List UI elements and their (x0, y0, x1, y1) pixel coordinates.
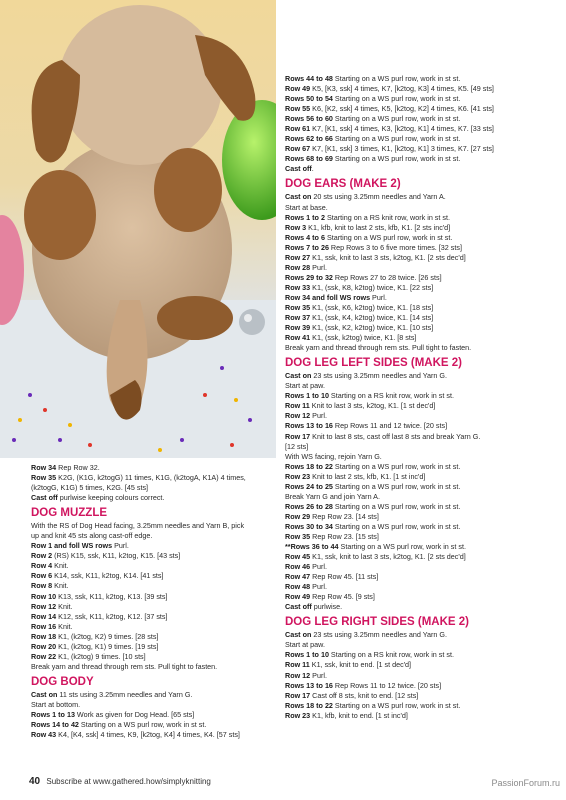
instruction-line (31, 632, 271, 642)
instruction-line (285, 303, 551, 313)
row-text: up and knit 45 sts along cast-off edge. (31, 531, 153, 541)
page-number: 40 (29, 776, 41, 787)
subscribe-link[interactable]: Subscribe at www.gathered.how/simplyknitting (46, 777, 211, 786)
instruction-line (285, 84, 551, 94)
row-text: 11 sts using 3.25mm needles and Yarn G. (57, 689, 193, 699)
row-text: [12 sts] (285, 441, 309, 451)
row-label: Rows 26 to 28 (285, 501, 333, 511)
row-label: Row 47 (285, 572, 311, 582)
instruction-line (285, 253, 551, 263)
row-text: With WS facing, rejoin Yarn G. (285, 451, 382, 461)
row-label: Row 1 and foll WS rows (31, 541, 113, 551)
instruction-line (285, 371, 551, 381)
row-label: Rows 68 to 69 (285, 154, 333, 164)
row-text: Rep Row 45. [11 sts] (310, 572, 379, 582)
row-text: Work as given for Dog Head. [65 sts] (74, 709, 195, 719)
instruction-line (31, 720, 271, 730)
row-label: Cast on (285, 630, 312, 640)
row-label: Row 16 (31, 621, 57, 631)
instruction-line (285, 602, 551, 612)
row-label: Row 55 (285, 104, 311, 114)
knitted-dog-photo (0, 0, 276, 458)
instruction-line (285, 671, 551, 681)
row-text: Purl. (310, 262, 327, 272)
row-text: K12, ssk, K11, k2tog, K12. [37 sts] (56, 611, 168, 621)
row-text: K4, [K4, ssk] 4 times, K9, [k2tog, K4] 4 times, K4. [57 sts] (56, 730, 240, 740)
row-text: Break Yarn G and join Yarn A. (285, 491, 380, 501)
row-label: Row 49 (285, 84, 311, 94)
instruction-line (31, 690, 271, 700)
row-text: K1, (ssk, K2, k2tog) twice, K1. [10 sts] (310, 323, 434, 333)
instruction-line (285, 411, 551, 421)
instruction-line (285, 323, 551, 333)
row-label: Rows 50 to 54 (285, 94, 333, 104)
row-label: Row 2 (31, 551, 53, 561)
instruction-line (31, 581, 271, 591)
row-label: Rows 24 to 25 (285, 481, 333, 491)
row-label: Row 4 (31, 561, 53, 571)
instruction-line (285, 640, 551, 650)
instruction-line (285, 421, 551, 431)
row-label: Rows 62 to 66 (285, 134, 333, 144)
row-text: Purl. (310, 411, 327, 421)
dog-muzzle-heading: DOG MUZZLE (31, 507, 108, 520)
instruction-line (285, 542, 551, 552)
row-text: Rep Row 45. [9 sts] (310, 592, 375, 602)
row-label: Row 17 (285, 431, 311, 441)
instruction-line (31, 473, 271, 483)
row-text: K1, (ssk, k2tog) twice, K1. [8 sts] (310, 333, 417, 343)
row-label: Row 20 (31, 641, 57, 651)
page-footer (29, 776, 211, 787)
instruction-line (285, 114, 551, 124)
row-text: purlwise keeping colours correct. (57, 493, 165, 503)
instruction-line (285, 313, 551, 323)
row-text: K2G, (K1G, k2togG) 11 times, K1G, (k2togA, K1A) 4 times, (56, 473, 246, 483)
row-text: With the RS of Dog Head facing, 3.25mm needles and Yarn B, pick (31, 521, 245, 531)
instruction-line (31, 592, 271, 602)
row-label: Rows 30 to 34 (285, 521, 333, 531)
row-text: Starting on a WS purl row, work in st st. (332, 134, 461, 144)
instruction-line (31, 700, 271, 710)
row-label: Row 3 (285, 222, 307, 232)
row-text: Start at paw. (285, 640, 325, 650)
row-label: Row 49 (285, 592, 311, 602)
instruction-line (285, 691, 551, 701)
row-label: Row 67 (285, 144, 311, 154)
row-text: Starting on a WS purl row, work in st st. (332, 521, 461, 531)
dog-leg-right-heading: DOG LEG RIGHT SIDES (MAKE 2) (285, 616, 470, 629)
row-text: Rep Rows 3 to 6 five more times. [32 sts] (328, 242, 462, 252)
row-label: Cast on (31, 689, 58, 699)
row-text: K1, kfb, knit to end. [1 st inc'd] (310, 710, 408, 720)
instruction-line (285, 562, 551, 572)
row-text: purlwise. (311, 602, 343, 612)
row-label: Row 17 (285, 690, 311, 700)
instruction-line (285, 592, 551, 602)
row-text: Rep Row 23. [14 sts] (310, 511, 379, 521)
instruction-line (285, 630, 551, 640)
row-label: Row 45 (285, 552, 311, 562)
row-label: Row 34 (31, 463, 57, 472)
row-label: Rows 1 to 10 (285, 650, 329, 660)
row-text: Starting on a RS knit row, work in st st. (328, 391, 454, 401)
row-text: Break yarn and thread through rem sts. Pull tight to fasten. (31, 661, 218, 671)
row-label: Row 43 (31, 730, 57, 740)
instruction-line (285, 452, 551, 462)
row-text: Rep Rows 11 and 12 twice. [20 sts] (332, 421, 448, 431)
instruction-line (285, 283, 551, 293)
row-text: Start at paw. (285, 381, 325, 391)
dog-leg-right-instructions (285, 630, 551, 720)
instruction-line (285, 263, 551, 273)
row-label: Row 14 (31, 611, 57, 621)
instruction-line (285, 333, 551, 343)
row-label: **Rows 36 to 44 (285, 542, 339, 552)
instruction-line (31, 551, 271, 561)
row-text: K1, (k2tog, K2) 9 times. [28 sts] (56, 631, 159, 641)
row-label: Row 35 (31, 473, 57, 483)
instruction-line (285, 472, 551, 482)
row-text: Knit. (56, 621, 73, 631)
row-label: Row 35 (285, 302, 311, 312)
row-label: Row 22 (31, 651, 57, 661)
row-text: Starting on a WS purl row, work in st st. (78, 720, 207, 730)
row-label: Rows 13 to 16 (285, 421, 333, 431)
row-label: Row 12 (285, 670, 311, 680)
row-label: Row 35 (285, 531, 311, 541)
row-label: Rows 56 to 60 (285, 114, 333, 124)
instruction-line (285, 552, 551, 562)
row-text: K1, (ssk, K6, k2tog) twice, K1. [18 sts] (310, 302, 434, 312)
instruction-line (285, 144, 551, 154)
dog-body-continued-rows (285, 74, 551, 174)
instruction-line (285, 492, 551, 502)
instruction-line (31, 730, 271, 740)
instruction-line (285, 154, 551, 164)
instruction-line (285, 104, 551, 114)
row-text: (RS) K15, ssk, K11, k2tog, K15. [43 sts] (52, 551, 181, 561)
instruction-line (285, 243, 551, 253)
instruction-line (285, 213, 551, 223)
instruction-line (285, 532, 551, 542)
row-text: K1, ssk, knit to last 3 sts, k2tog, K1. [2 sts dec'd] (310, 552, 466, 562)
row-text: Purl. (112, 541, 129, 551)
row-label: Row 8 (31, 581, 53, 591)
row-text: Knit to last 8 sts, cast off last 8 sts and break Yarn G. (310, 431, 481, 441)
row-label: Row 12 (285, 411, 311, 421)
row-text: Starting on a WS purl row, work in st st. (332, 501, 461, 511)
row-label: Cast on (285, 371, 312, 381)
row-label: Cast on (285, 192, 312, 202)
row-text: K13, ssk, K11, k2tog, K13. [39 sts] (56, 591, 168, 601)
instruction-line (31, 521, 271, 531)
row-label: Cast off (31, 493, 58, 503)
row-text: Cast off 8 sts, knit to end. [12 sts] (310, 690, 419, 700)
row-label: Row 39 (285, 323, 311, 333)
instruction-line (285, 701, 551, 711)
row-label: Row 48 (285, 582, 311, 592)
instruction-line (31, 463, 271, 473)
instruction-line (31, 561, 271, 571)
row-text: K5, [K3, ssk] 4 times, K7, [k2tog, K3] 4 times, K5. [49 sts] (310, 84, 494, 94)
row-text: Starting on a RS knit row, work in st st. (324, 212, 450, 222)
instruction-line (31, 662, 271, 672)
instruction-line (285, 391, 551, 401)
dog-muzzle-instructions (31, 521, 271, 672)
row-text: Rep Row 23. [15 sts] (310, 531, 379, 541)
dog-leg-left-heading: DOG LEG LEFT SIDES (MAKE 2) (285, 357, 462, 370)
row-text: Rep Row 32. (56, 463, 100, 472)
instruction-line (285, 74, 551, 84)
row-label: Rows 7 to 26 (285, 242, 329, 252)
row-text: K1, kfb, knit to last 2 sts, kfb, K1. [2 sts inc'd] (306, 222, 451, 232)
row-text: Starting on a WS purl row, work in st st. (332, 154, 461, 164)
row-label: Row 46 (285, 562, 311, 572)
instruction-line (31, 483, 271, 493)
row-label: Rows 4 to 6 (285, 232, 325, 242)
row-label: Rows 14 to 42 (31, 720, 79, 730)
row-text: Break yarn and thread through rem sts. Pull tight to fasten. (285, 343, 472, 353)
instruction-line (31, 493, 271, 503)
instruction-line (285, 512, 551, 522)
row-label: Row 33 (285, 282, 311, 292)
dog-illustration (0, 0, 276, 458)
row-label: Rows 18 to 22 (285, 700, 333, 710)
instruction-line (285, 401, 551, 411)
row-text: Knit. (56, 601, 73, 611)
row-label: Cast off (285, 164, 312, 174)
row-label: Row 34 and foll WS rows (285, 292, 371, 302)
row-text: Starting on a WS purl row, work in st st. (332, 461, 461, 471)
row-text: Purl. (370, 292, 387, 302)
row-text: 23 sts using 3.25mm needles and Yarn G. (311, 371, 447, 381)
instruction-line (285, 94, 551, 104)
instruction-line (285, 502, 551, 512)
row-label: Row 10 (31, 591, 57, 601)
row-label: Row 23 (285, 710, 311, 720)
left-text-column (31, 463, 271, 740)
row-label: Row 23 (285, 471, 311, 481)
instruction-line (31, 642, 271, 652)
instruction-line (285, 203, 551, 213)
right-text-column (285, 74, 551, 721)
instruction-line (31, 541, 271, 551)
row-text: K1, (k2tog, K1) 9 times. [19 sts] (56, 641, 159, 651)
row-text: Starting on a WS purl row, work in st st. (332, 74, 461, 83)
row-text: Start at base. (285, 202, 328, 212)
row-label: Row 18 (31, 631, 57, 641)
instruction-line (31, 652, 271, 662)
row-label: Cast off (285, 602, 312, 612)
dog-ears-instructions (285, 192, 551, 353)
row-text: Starting on a RS knit row, work in st st. (328, 650, 454, 660)
row-text: K1, ssk, knit to end. [1 st dec'd] (309, 660, 412, 670)
row-text: K1, (k2tog) 9 times. [10 sts] (56, 651, 146, 661)
row-label: Row 28 (285, 262, 311, 272)
instruction-line (285, 681, 551, 691)
row-label: Rows 13 to 16 (285, 680, 333, 690)
row-text: Starting on a WS purl row, work in st st. (324, 232, 453, 242)
row-text: K7, [K1, ssk] 4 times, K3, [k2tog, K1] 4 times, K7. [33 sts] (310, 124, 494, 134)
instruction-line (285, 124, 551, 134)
row-text: Starting on a WS purl row, work in st st. (338, 542, 466, 552)
row-label: Row 11 (285, 660, 310, 670)
dog-ears-heading: DOG EARS (MAKE 2) (285, 178, 401, 191)
instruction-line (285, 432, 551, 442)
instruction-line (285, 164, 551, 174)
row-text: K14, ssk, K11, k2tog, K14. [41 sts] (52, 571, 164, 581)
row-text: K6, [K2, ssk] 4 times, K5, [k2tog, K2] 4 times, K6. [41 sts] (310, 104, 494, 114)
instruction-line (285, 223, 551, 233)
instruction-line (285, 572, 551, 582)
instruction-line (285, 233, 551, 243)
instruction-line (31, 602, 271, 612)
instruction-line (285, 381, 551, 391)
row-text: Rep Rows 27 to 28 twice. [26 sts] (332, 272, 442, 282)
instruction-line (31, 571, 271, 581)
instruction-line (285, 660, 551, 670)
row-text: K1, (ssk, K8, k2tog) twice, K1. [22 sts] (310, 282, 434, 292)
row-text: Purl. (310, 562, 327, 572)
row-text: Knit. (52, 561, 69, 571)
instruction-line (285, 442, 551, 452)
row-text: Purl. (310, 582, 327, 592)
row-text: 20 sts using 3.25mm needles and Yarn A. (311, 192, 446, 202)
row-label: Rows 1 to 10 (285, 391, 329, 401)
instruction-line (285, 650, 551, 660)
row-label: Row 29 (285, 511, 311, 521)
watermark: PassionForum.ru (491, 778, 560, 788)
row-label: Rows 18 to 22 (285, 461, 333, 471)
row-text: Purl. (310, 670, 327, 680)
instruction-line (285, 582, 551, 592)
instruction-line (285, 522, 551, 532)
row-label: Row 37 (285, 313, 311, 323)
row-text: Start at bottom. (31, 699, 81, 709)
dog-body-instructions (31, 690, 271, 740)
body-continued-rows (31, 463, 271, 503)
row-text: Rep Rows 11 to 12 twice. [20 sts] (332, 680, 442, 690)
row-text: K1, ssk, knit to last 3 sts, k2tog, K1. [2 sts dec'd] (310, 252, 466, 262)
row-text: Starting on a WS purl row, work in st st. (332, 94, 461, 104)
row-text: Knit. (52, 581, 69, 591)
instruction-line (31, 531, 271, 541)
row-text: . (311, 164, 314, 174)
instruction-line (285, 134, 551, 144)
dog-body-heading: DOG BODY (31, 675, 94, 688)
instruction-line (285, 192, 551, 202)
instruction-line (285, 273, 551, 283)
instruction-line (31, 622, 271, 632)
instruction-line (31, 710, 271, 720)
row-label: Row 12 (31, 601, 57, 611)
instruction-line (285, 293, 551, 303)
row-label: Rows 44 to 48 (285, 74, 333, 83)
instruction-line (285, 482, 551, 492)
row-text: Starting on a WS purl row, work in st st. (332, 114, 461, 124)
instruction-line (285, 343, 551, 353)
row-text: 23 sts using 3.25mm needles and Yarn G. (311, 630, 447, 640)
row-label: Row 6 (31, 571, 53, 581)
row-label: Row 41 (285, 333, 311, 343)
row-label: Row 27 (285, 252, 311, 262)
row-text: Starting on a WS purl row, work in st st. (332, 481, 461, 491)
row-text: Knit to last 2 sts, kfb, K1. [1 st inc'd] (310, 471, 426, 481)
row-label: Row 61 (285, 124, 311, 134)
row-text: Knit to last 3 sts, k2tog, K1. [1 st dec'd] (309, 401, 436, 411)
instruction-line (285, 462, 551, 472)
row-label: Row 11 (285, 401, 310, 411)
row-label: Rows 29 to 32 (285, 272, 333, 282)
row-text: Starting on a WS purl row, work in st st. (332, 700, 461, 710)
dog-leg-left-instructions (285, 371, 551, 612)
instruction-line (285, 711, 551, 721)
row-text: (k2togG, K1G) 5 times, K2G. [45 sts] (31, 483, 149, 493)
row-text: K7, [K1, ssk] 3 times, K1, [k2tog, K1] 3 times, K7. [27 sts] (310, 144, 494, 154)
row-label: Rows 1 to 2 (285, 212, 325, 222)
row-label: Rows 1 to 13 (31, 709, 75, 719)
instruction-line (31, 612, 271, 622)
row-text: K1, (ssk, K4, k2tog) twice, K1. [14 sts] (310, 313, 434, 323)
